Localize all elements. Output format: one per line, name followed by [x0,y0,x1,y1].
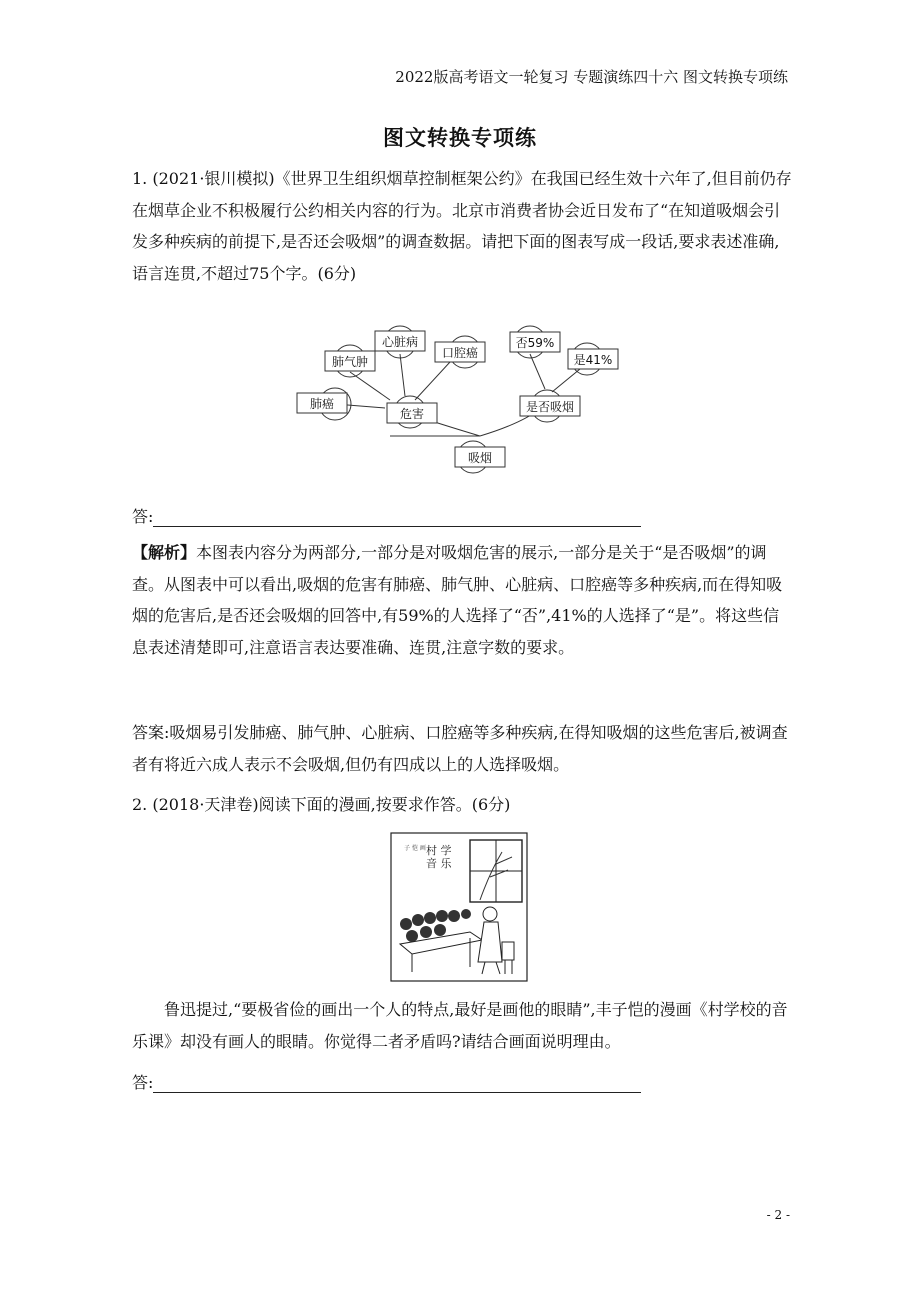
node-whether-smoke: 是否吸烟 [525,400,575,414]
question-2-body: 鲁迅提过,“要极省俭的画出一个人的特点,最好是画他的眼睛”,丰子恺的漫画《村学校的音乐课》却没有画人的眼睛。你觉得二者矛盾吗?请结合画面说明理由。 [132,1000,788,1051]
answer-no: 否59% [515,336,555,350]
analysis-text: 本图表内容分为两部分,一部分是对吸烟危害的展示,一部分是关于“是否吸烟”的调查。从图表中可以看出,吸烟的危害有肺癌、肺气肿、心脏病、口腔癌等多种疾病,而在得知吸烟的危害后,是否还会吸烟的回答中,有59%的人选择了“否”,41%的人选择了“是”。将这些信息表述清楚即可,注意语言表达要准确、连贯,注意字数的要求。 [132,543,783,657]
answer-blank[interactable] [153,508,641,527]
analysis-paragraph [132,537,792,663]
analysis-label: 【解析】 [132,543,197,562]
page-title: 图文转换专项练 [383,125,537,150]
question-2-text: 2. (2018·天津卷)阅读下面的漫画,按要求作答。(6分) [132,795,511,814]
answer-label-2: 答: [132,1073,154,1092]
cartoon-signature: 子 恺 画 [404,845,426,852]
page-number: - 2 - [766,1208,790,1222]
disease-heart: 心脏病 [381,335,419,349]
cartoon-caption-a: 村 学 [426,844,452,857]
smoking-tree-diagram [290,324,640,474]
node-harm: 危害 [399,407,425,421]
cartoon-caption-b: 音 乐 [426,857,452,870]
node-smoking: 吸烟 [467,451,493,465]
answer-yes: 是41% [573,353,613,367]
answer-line-1[interactable] [132,504,641,527]
answer-paragraph: 答案:吸烟易引发肺癌、肺气肿、心脏病、口腔癌等多种疾病,在得知吸烟的这些危害后,被调查者有将近六成人表示不会吸烟,但仍有四成以上的人选择吸烟。 [132,723,788,774]
disease-lung-cancer: 肺癌 [309,397,335,411]
question-1-text: 1. (2021·银川模拟)《世界卫生组织烟草控制框架公约》在我国已经生效十六年了,但目前仍存在烟草企业不积极履行公约相关内容的行为。北京市消费者协会近日发布了“在知道吸烟会引发多种疾病的前提下,是否还会吸烟”的调查数据。请把下面的图表写成一段话,要求表述准确,语言连贯,不超过75个字。(6分) [132,169,792,283]
cartoon-illustration [390,832,528,982]
answer-label: 答: [132,507,154,526]
answer-blank-2[interactable] [153,1074,641,1093]
answer-line-2[interactable] [132,1070,641,1093]
page-header: 2022版高考语文一轮复习 专题演练四十六 图文转换专项练 [395,68,788,86]
disease-emphysema: 肺气肿 [331,355,369,369]
disease-oral-cancer: 口腔癌 [441,346,479,360]
